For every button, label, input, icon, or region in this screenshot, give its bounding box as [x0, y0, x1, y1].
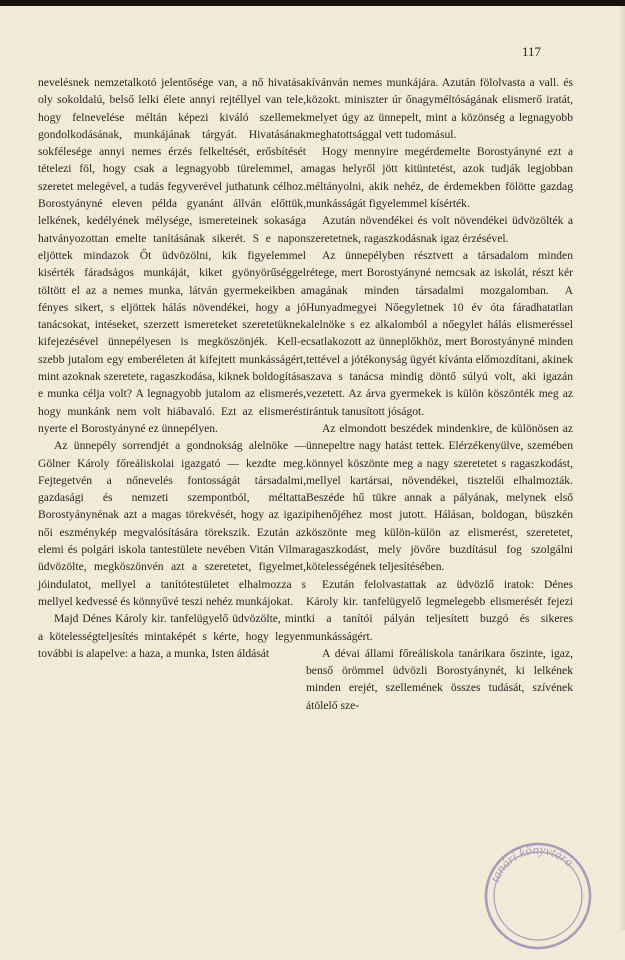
stamp-text: tanári könyvtára	[486, 841, 577, 885]
paragraph: Hogy mennyire megérdemelte Borostyányné ezt a magas helyről jött kitüntetést, azok tudják legjobban méltányolni, akik nehéz, de érdemekben fölötte gazdag munkásságát figyelemmel kísérték.	[306, 145, 573, 211]
paragraph: Ezután felolvastattak az üdvözlő iratok: Dénes Károly kir. tanfelügyelő legmelegebb elismerését fejezi ki a tanítói pályán teljesített buzgó és sikeres munkásságért.	[306, 577, 573, 643]
paragraph: A dévai állami főreáliskola tanárikara őszinte, igaz, benső örömmel üdvözli Borostyánynét, ki lelkének minden erejét, szellemének összes tudását, szívének átölelő sze-	[306, 646, 573, 712]
paragraph: Majd Dénes Károly kir. tanfelügyelő üdvözölte, mint a kötelességteljesítés mintaképét s kérte, hogy legyen további is alapelve: a haza, a munka, Isten áldását	[38, 612, 306, 660]
stamp-graphic	[478, 836, 598, 956]
paragraph: Azután növendékei és volt növendékei üdvözölték a szeretetnek, ragaszkodásnak igaz érzésével.	[306, 214, 573, 245]
svg-text:tanári könyvtára	[487, 842, 578, 884]
paragraph: nevelésnek nemzetalkotó jelentősége van, a nő hivatása oly sokoldalú, belső lelki élete annyi rejtéllyel van tele, hogy felnevelése méltán képezi kiváló szellemek gondolkodásának, munkájának tárgyát. Hivatásának sokfélesége annyi nemes érzés felkeltését, erősbítését tételezi föl, hogy csak a legnagyobb türelemmel, a szeretet melegével, a tudás fegyverével juthatunk célhoz. Borostyányné eleven példa gyanánt állván előttük, lelkének, kedélyének mélysége, ismereteinek sokasága hatványozottan emelte tanításának sikerét. S e napon eljöttek mindazok Őt üdvözölni, kik figyelemmel kisérték fáradságos munkáját, kiket gyönyörűséggel töltött el az a nemes munka, látván gyermekeikben a fényes sikert, s eljöttek hálás növendékei, hogy a jó tanácsokat, intéseket, szerzett ismereteket szeretetüknek kifejezésével ünnepélyesen is megköszönjék. Kell-e szebb jutalom egy emberéleten át kifejtett munkásságért, mint azoknak szeretete, ragaszkodása, kiknek boldogítása e munka célja volt? A legnagyobb jutalom az elismerés, hogy munkánk nem volt hiábavaló. Ezt az elismerést nyerte el Borostyányné ez ünnepélyen.	[38, 76, 306, 435]
right-column	[306, 74, 573, 714]
left-column	[38, 74, 306, 662]
library-stamp	[478, 836, 598, 956]
paragraph: Az ünnepély sorrendjét a gondnokság alelnöke — Gölner Károly főreáliskolai igazgató — kezdte meg. Fejtegetvén a nőnevelés fontosságát társadalmi, gazdasági és nemzeti szempontból, méltatta Borostyánynénak azt a magas törekvését, hogy az igazi női eszménykép megvalósítására törekszik. Ezután az elemi és polgári iskola tantestülete nevében Vitán Vilma üdvözölte, megköszönvén azt a szeretetet, figyelmet, jóindulatot, mellyel a tanítótestületet elhalmozza s mellyel kedvessé és könnyűvé teszi nehéz munkájokat.	[38, 439, 306, 608]
page-number: 117	[522, 44, 542, 59]
page-edge-shadow	[619, 0, 625, 930]
paragraph: kívánván nemes munkájára. Azután fölolvasta a vall. és közokt. miniszter úr őnagyméltóságának elismerő iratát, melyet úgy az ünnepelt, mint a közönség a legnagyobb meghatottsággal vett tudomásul.	[306, 76, 573, 141]
paragraph: Az elmondott beszédek mindenkire, de különösen az ünnepeltre nagy hatást tettek. Elérzékenyülve, szemében könnyel köszönte meg a nagy szeretetet s ragaszkodást, mellyel kartársai, növendékei, tisztelői elhalmozták. Beszéde hű tükre annak a pályának, melynek első pihenőjéhez most jutott. Hálásan, boldogan, büszkén köszönte meg külön-külön az elismerést, szeretetet, ragaszkodást, mely jövőre buzdításul fog szolgálni kötelességének teljesítésében.	[306, 421, 573, 574]
paragraph: Az ünnepélyben résztvett a társadalom minden rétege, mert Borostyányné nemcsak az iskolát, részt kér magának minden társadalmi mozgalomban. A Hunyadmegyei Nőegyletnek 10 év óta fáradhatatlan alelnöke s ez alkalomból a nőegylet hálás elismeréssel csatlakozott az ünneplőkhöz, mert Borostyányné minden tettével a jótékonyság ügyét kívánta előmozdítani, akinek szava s tanácsa mindig döntő súlyú volt, aki igazán vezetett. Az árva gyermekek is külön köszönték meg az irántuk tanusított jóságot.	[306, 248, 573, 418]
top-scan-border	[0, 0, 625, 6]
